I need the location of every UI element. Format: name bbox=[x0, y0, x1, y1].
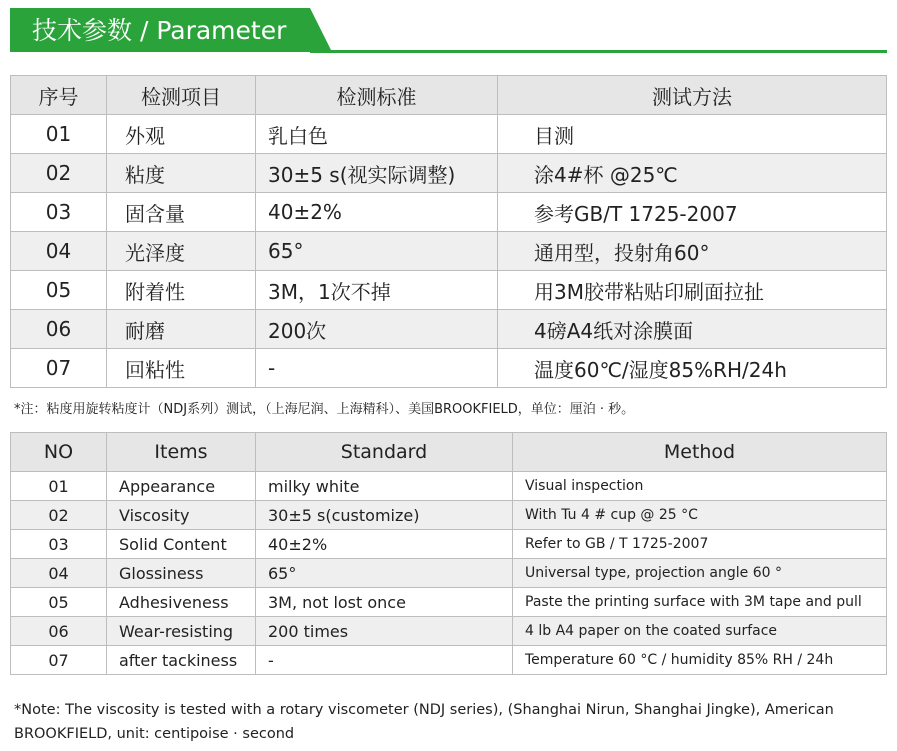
cell-method: Refer to GB / T 1725-2007 bbox=[513, 530, 887, 559]
cell-item: Adhesiveness bbox=[107, 588, 256, 617]
cell-number: 05 bbox=[11, 271, 107, 310]
chinese-footnote: *注：粘度用旋转粘度计（NDJ系列）测试，（上海尼润、上海精科）、美国BROOKFIELD，单位：厘泊 · 秒。 bbox=[14, 402, 635, 417]
table-row bbox=[11, 530, 887, 559]
header-cell-method: 测试方法 bbox=[498, 76, 887, 115]
header-cell-item: 检测项目 bbox=[107, 76, 256, 115]
table-row bbox=[11, 193, 887, 232]
cell-standard: 30±5 s(视实际调整) bbox=[256, 154, 498, 193]
page-title: 技术参数 / Parameter bbox=[32, 16, 287, 45]
cell-number: 02 bbox=[11, 154, 107, 193]
cell-standard: 200 times bbox=[256, 617, 513, 646]
cell-standard: 3M，1次不掉 bbox=[256, 271, 498, 310]
table-row bbox=[11, 501, 887, 530]
cell-item: 粘度 bbox=[107, 154, 256, 193]
cell-number: 06 bbox=[11, 310, 107, 349]
cell-item: Glossiness bbox=[107, 559, 256, 588]
table-row bbox=[11, 349, 887, 388]
cell-standard: milky white bbox=[256, 472, 513, 501]
cell-number: 04 bbox=[11, 559, 107, 588]
cell-standard: 乳白色 bbox=[256, 115, 498, 154]
cell-standard: 3M, not lost once bbox=[256, 588, 513, 617]
table-row bbox=[11, 115, 887, 154]
cell-method: 参考GB/T 1725-2007 bbox=[498, 193, 887, 232]
table-row bbox=[11, 646, 887, 675]
table-row bbox=[11, 154, 887, 193]
cell-number: 01 bbox=[11, 472, 107, 501]
cell-number: 01 bbox=[11, 115, 107, 154]
cell-standard: 40±2% bbox=[256, 530, 513, 559]
cell-item: Appearance bbox=[107, 472, 256, 501]
cell-method: 4 lb A4 paper on the coated surface bbox=[513, 617, 887, 646]
table-header-row bbox=[11, 433, 887, 472]
header-cell-standard: Standard bbox=[256, 433, 513, 472]
table-header-row bbox=[11, 76, 887, 115]
cell-number: 07 bbox=[11, 349, 107, 388]
table-row bbox=[11, 271, 887, 310]
cell-item: 耐磨 bbox=[107, 310, 256, 349]
cell-number: 05 bbox=[11, 588, 107, 617]
header-cell-number: 序号 bbox=[11, 76, 107, 115]
cell-method: With Tu 4 # cup @ 25 °C bbox=[513, 501, 887, 530]
header-cell-number: NO bbox=[11, 433, 107, 472]
cell-item: Wear-resisting bbox=[107, 617, 256, 646]
header-cell-item: Items bbox=[107, 433, 256, 472]
table-row bbox=[11, 588, 887, 617]
cell-standard: 30±5 s(customize) bbox=[256, 501, 513, 530]
cell-method: Visual inspection bbox=[513, 472, 887, 501]
cell-number: 03 bbox=[11, 193, 107, 232]
cell-number: 06 bbox=[11, 617, 107, 646]
cell-standard: 200次 bbox=[256, 310, 498, 349]
cell-standard: 65° bbox=[256, 559, 513, 588]
english-parameter-table bbox=[10, 432, 887, 675]
cell-number: 03 bbox=[11, 530, 107, 559]
cell-method: 目测 bbox=[498, 115, 887, 154]
cell-method: 用3M胶带粘贴印刷面拉扯 bbox=[498, 271, 887, 310]
cell-method: 4磅A4纸对涂膜面 bbox=[498, 310, 887, 349]
cell-method: Universal type, projection angle 60 ° bbox=[513, 559, 887, 588]
cell-method: 涂4#杯 @25℃ bbox=[498, 154, 887, 193]
table-row bbox=[11, 472, 887, 501]
cell-method: Temperature 60 °C / humidity 85% RH / 24h bbox=[513, 646, 887, 675]
cell-standard: - bbox=[256, 646, 513, 675]
table-row bbox=[11, 232, 887, 271]
cell-standard: 40±2% bbox=[256, 193, 498, 232]
cell-item: 附着性 bbox=[107, 271, 256, 310]
table-row bbox=[11, 310, 887, 349]
cell-item: after tackiness bbox=[107, 646, 256, 675]
header-cell-method: Method bbox=[513, 433, 887, 472]
table-row bbox=[11, 559, 887, 588]
cell-method: Paste the printing surface with 3M tape and pull bbox=[513, 588, 887, 617]
cell-item: 光泽度 bbox=[107, 232, 256, 271]
section-header bbox=[10, 8, 887, 54]
cell-item: 回粘性 bbox=[107, 349, 256, 388]
cell-standard: - bbox=[256, 349, 498, 388]
header-underline bbox=[310, 50, 887, 53]
cell-number: 07 bbox=[11, 646, 107, 675]
cell-item: Viscosity bbox=[107, 501, 256, 530]
cell-method: 通用型，投射角60° bbox=[498, 232, 887, 271]
cell-item: 外观 bbox=[107, 115, 256, 154]
cell-item: Solid Content bbox=[107, 530, 256, 559]
cell-standard: 65° bbox=[256, 232, 498, 271]
cell-item: 固含量 bbox=[107, 193, 256, 232]
table-row bbox=[11, 617, 887, 646]
cell-number: 04 bbox=[11, 232, 107, 271]
cell-method: 温度60℃/湿度85%RH/24h bbox=[498, 349, 887, 388]
cell-number: 02 bbox=[11, 501, 107, 530]
header-cell-standard: 检测标准 bbox=[256, 76, 498, 115]
chinese-parameter-table bbox=[10, 75, 887, 388]
english-footnote: *Note: The viscosity is tested with a rotary viscometer (NDJ series), (Shanghai Nirun, Shanghai Jingke), American BROOKFIELD, unit: centipoise · second bbox=[14, 702, 834, 742]
